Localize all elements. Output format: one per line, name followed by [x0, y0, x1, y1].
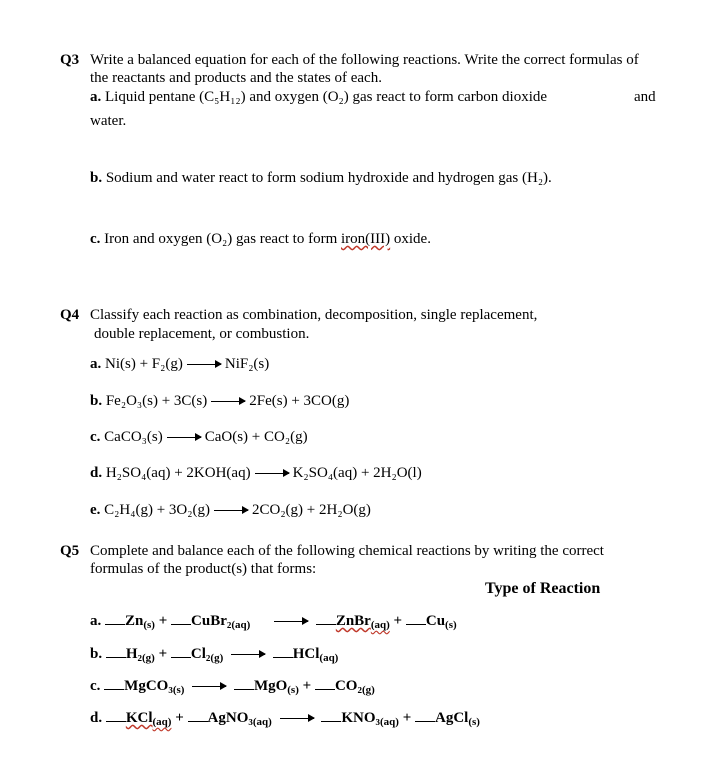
q4-item-rhs: 2CO₂(g) + 2H₂O(g)	[251, 502, 371, 518]
q5-state: (s)	[172, 684, 185, 696]
arrow-icon	[255, 473, 289, 474]
q4-item-rhs: K₂SO₄(aq) + 2H₂O(l)	[292, 465, 422, 481]
q4-prompt-line1: Classify each reaction as combination, decomposition, single replacement,	[90, 307, 538, 323]
q3-a-cont: water.	[90, 113, 127, 129]
coefficient-blank[interactable]	[321, 709, 341, 722]
q5-state: (aq)	[252, 716, 272, 728]
q3-c-label: c.	[90, 231, 101, 247]
q4-item-label: e.	[90, 502, 101, 518]
coefficient-blank[interactable]	[171, 612, 191, 625]
coefficient-blank[interactable]	[104, 677, 124, 690]
q5-state: (g)	[142, 652, 155, 664]
q5-row-c	[90, 677, 375, 697]
arrow-icon	[192, 686, 226, 687]
q5-row-b	[90, 645, 338, 665]
q3-c-text-wavy: iron(III)	[341, 231, 391, 247]
q4-item-rhs: NiF₂(s)	[224, 356, 270, 372]
q3-c-text-post: oxide.	[393, 231, 431, 247]
q3-prompt-line2: the reactants and products and the states of each.	[90, 70, 382, 86]
coefficient-blank[interactable]	[171, 645, 191, 658]
coefficient-blank[interactable]	[415, 709, 435, 722]
q5-product-1: KNO₃	[341, 710, 380, 726]
q5-product-1: ZnBr	[335, 613, 371, 629]
q4-item-rhs: 2Fe(s) + 3CO(g)	[249, 393, 350, 409]
q5-prompt-line1: Complete and balance each of the following chemical reactions by writing the correct	[90, 543, 604, 559]
q3-b-label: b.	[90, 170, 103, 186]
q4-item-lhs: CaCO₃(s)	[104, 429, 163, 445]
q5-state: (aq)	[319, 652, 339, 664]
type-of-reaction-header: Type of Reaction	[485, 580, 601, 597]
q4-item-label: c.	[90, 429, 101, 445]
q3-a	[90, 89, 547, 106]
q3-c-text-pre: Iron and oxygen (O₂) gas react to form	[104, 231, 338, 247]
arrow-icon	[274, 621, 308, 622]
plus-sign: +	[393, 613, 403, 629]
q5-row-d	[90, 709, 480, 729]
q5-product-2: AgCl	[435, 710, 469, 726]
q5-state: (aq)	[370, 619, 390, 631]
q5-state: (s)	[468, 716, 480, 728]
q4-item-label: a.	[90, 356, 102, 372]
q5-reactant-2: AgNO₃	[207, 710, 253, 726]
q5-row-label: c.	[90, 678, 101, 694]
q5-state: (s)	[445, 619, 457, 631]
q3-prompt-line1: Write a balanced equation for each of the following reactions. Write the correct formulas of	[90, 52, 639, 68]
q4-item-label: d.	[90, 465, 103, 481]
q4-item-lhs: C₂H₄(g) + 3O₂(g)	[104, 502, 210, 518]
arrow-icon	[231, 654, 265, 655]
q3-number: Q3	[60, 52, 80, 68]
q5-state: (s)	[287, 684, 299, 696]
q3-b-text: Sodium and water react to form sodium hydroxide and hydrogen gas (H₂).	[105, 170, 552, 186]
arrow-icon	[167, 437, 201, 438]
q5-number: Q5	[60, 543, 80, 559]
q3-b	[90, 170, 552, 187]
coefficient-blank[interactable]	[188, 709, 208, 722]
q5-product-2: CO₂	[334, 678, 362, 694]
q5-reactant-2: Cl₂	[190, 646, 211, 662]
q3-a-label: a.	[90, 89, 102, 105]
q4-item-lhs: H₂SO₄(aq) + 2KOH(aq)	[105, 465, 251, 481]
coefficient-blank[interactable]	[316, 612, 336, 625]
q5-product-2: Cu	[425, 613, 446, 629]
q5-row-label: b.	[90, 646, 103, 662]
plus-sign: +	[402, 710, 412, 726]
plus-sign: +	[175, 710, 184, 726]
coefficient-blank[interactable]	[106, 645, 126, 658]
q3-a-and: and	[634, 89, 656, 105]
q4-item-lhs: Ni(s) + F₂(g)	[105, 356, 183, 372]
coefficient-blank[interactable]	[234, 677, 254, 690]
q5-state: (s)	[143, 619, 155, 631]
q4-number: Q4	[60, 307, 80, 323]
coefficient-blank[interactable]	[406, 612, 426, 625]
coefficient-blank[interactable]	[273, 645, 293, 658]
q5-reactant-1: MgCO₃	[124, 678, 173, 694]
arrow-icon	[211, 401, 245, 402]
q3-a-text: Liquid pentane (C₅H₁₂) and oxygen (O₂) gas react to form carbon dioxide	[105, 89, 548, 105]
q5-state: (aq)	[152, 716, 172, 728]
q4-item-lhs: Fe₂O₃(s) + 3C(s)	[105, 393, 208, 409]
q5-reactant-1: H₂	[125, 646, 143, 662]
q4-prompt-line2: double replacement, or combustion.	[94, 326, 310, 342]
q5-state: (aq)	[231, 619, 251, 631]
q4-item	[90, 429, 308, 446]
q5-reactant-1: KCl	[125, 710, 153, 726]
q5-reactant-1: Zn	[125, 613, 144, 629]
q5-state: (aq)	[380, 716, 399, 728]
q5-row-label: d.	[90, 710, 103, 726]
q4-item	[90, 502, 371, 519]
coefficient-blank[interactable]	[106, 709, 126, 722]
arrow-icon	[187, 364, 221, 365]
q4-item-label: b.	[90, 393, 103, 409]
coefficient-blank[interactable]	[315, 677, 335, 690]
q4-item-rhs: CaO(s) + CO₂(g)	[204, 429, 308, 445]
q4-item	[90, 356, 269, 373]
q5-reactant-2: CuBr₂	[191, 613, 232, 629]
plus-sign: +	[302, 678, 312, 694]
q5-row-a	[90, 612, 457, 632]
q4-item	[90, 465, 422, 482]
q5-prompt-line2: formulas of the product(s) that forms:	[90, 561, 317, 577]
arrow-icon	[214, 510, 248, 511]
q5-row-label: a.	[90, 613, 102, 629]
q3-c	[90, 231, 431, 248]
q5-product-1: HCl	[292, 646, 320, 662]
q5-state: (g)	[361, 684, 375, 696]
plus-sign: +	[158, 613, 168, 629]
plus-sign: +	[158, 646, 168, 662]
q4-item	[90, 393, 349, 410]
coefficient-blank[interactable]	[105, 612, 125, 625]
q5-product-1: MgO	[253, 678, 288, 694]
arrow-icon	[280, 718, 314, 719]
q5-state: (g)	[210, 652, 224, 664]
